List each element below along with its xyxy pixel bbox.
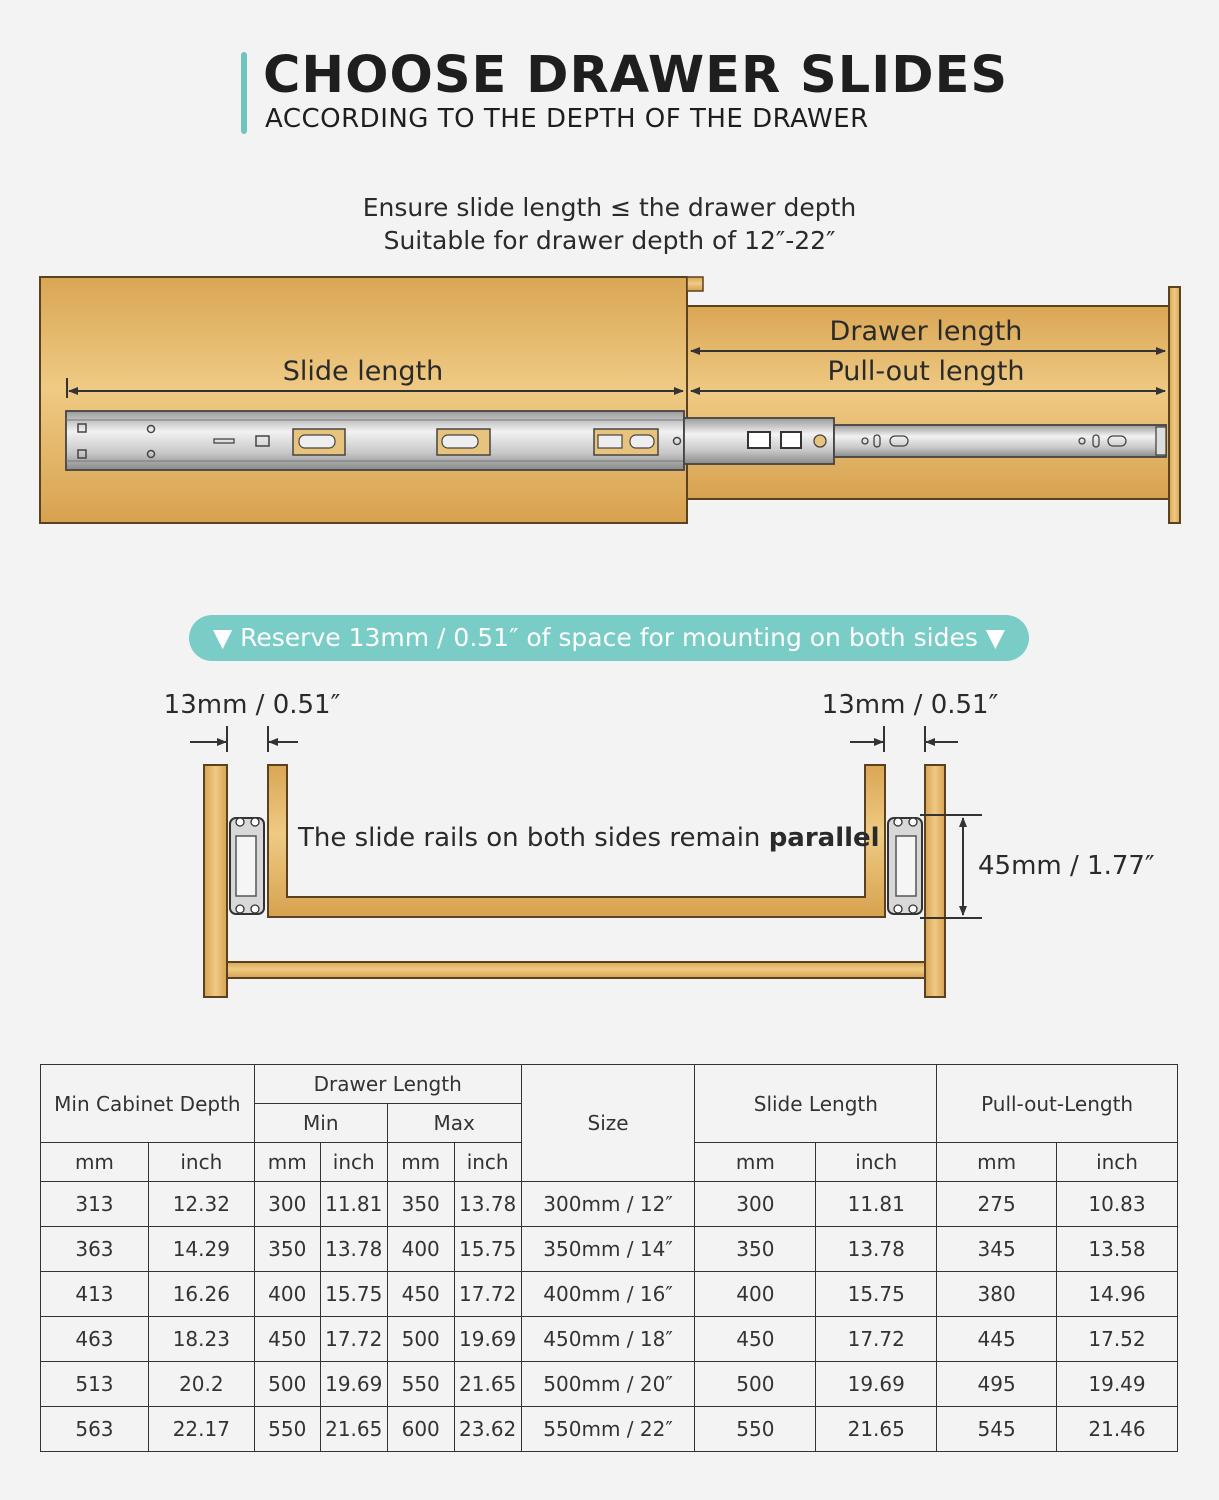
cell: 350mm / 14″ xyxy=(521,1227,695,1272)
height-label: 45mm / 1.77″ xyxy=(978,851,1155,881)
page-subtitle: ACCORDING TO THE DEPTH OF THE DRAWER xyxy=(265,104,869,134)
pullout-length-label: Pull-out length xyxy=(827,356,1025,387)
drawer-length-label: Drawer length xyxy=(829,316,1023,347)
parallel-note-bold: parallel xyxy=(768,823,880,853)
right-slide-rail-section xyxy=(888,818,922,914)
cell: 500 xyxy=(695,1362,816,1407)
cell: 550mm / 22″ xyxy=(521,1407,695,1452)
unit-mm: mm xyxy=(254,1143,320,1182)
cell: 513 xyxy=(41,1362,149,1407)
cell: 313 xyxy=(41,1182,149,1227)
cell: 13.78 xyxy=(320,1227,387,1272)
unit-mm: mm xyxy=(41,1143,149,1182)
cell: 15.75 xyxy=(454,1227,521,1272)
cell: 563 xyxy=(41,1407,149,1452)
cell: 350 xyxy=(254,1227,320,1272)
cell: 19.69 xyxy=(816,1362,937,1407)
cell: 21.65 xyxy=(816,1407,937,1452)
cabinet-left-wall xyxy=(204,765,227,997)
table-row xyxy=(41,1227,1178,1272)
cell: 20.2 xyxy=(148,1362,254,1407)
cell: 21.65 xyxy=(320,1407,387,1452)
cell: 445 xyxy=(937,1317,1057,1362)
cell: 545 xyxy=(937,1407,1057,1452)
cell: 350 xyxy=(695,1227,816,1272)
drawer-depth-range-note: Suitable for drawer depth of 12″-22″ xyxy=(383,226,836,255)
cell: 400 xyxy=(695,1272,816,1317)
unit-inch: inch xyxy=(454,1143,521,1182)
cell: 300mm / 12″ xyxy=(521,1182,695,1227)
cell: 550 xyxy=(254,1407,320,1452)
cell: 19.69 xyxy=(454,1317,521,1362)
right-gap-label: 13mm / 0.51″ xyxy=(821,690,999,720)
left-gap-label: 13mm / 0.51″ xyxy=(163,690,341,720)
header-min-cabinet-depth: Min Cabinet Depth xyxy=(41,1065,255,1143)
cell: 450 xyxy=(254,1317,320,1362)
inner-slide-rail xyxy=(834,425,1166,457)
cell: 19.49 xyxy=(1057,1362,1178,1407)
cell: 15.75 xyxy=(320,1272,387,1317)
cell: 450mm / 18″ xyxy=(521,1317,695,1362)
page-title: CHOOSE DRAWER SLIDES xyxy=(263,46,1009,105)
cell: 400mm / 16″ xyxy=(521,1272,695,1317)
drawer-front xyxy=(1169,287,1180,523)
cell: 350 xyxy=(387,1182,454,1227)
unit-mm: mm xyxy=(387,1143,454,1182)
cell: 14.29 xyxy=(148,1227,254,1272)
header-pullout-length: Pull-out-Length xyxy=(937,1065,1178,1143)
cell: 300 xyxy=(695,1182,816,1227)
cell: 17.72 xyxy=(816,1317,937,1362)
parallel-note xyxy=(297,823,880,853)
cell: 11.81 xyxy=(816,1182,937,1227)
header-drawer-min: Min xyxy=(254,1104,387,1143)
cell: 300 xyxy=(254,1182,320,1227)
header-size: Size xyxy=(521,1065,695,1182)
cell: 17.72 xyxy=(454,1272,521,1317)
cell: 23.62 xyxy=(454,1407,521,1452)
parallel-note-text: The slide rails on both sides remain xyxy=(298,823,769,853)
cell: 13.78 xyxy=(816,1227,937,1272)
cell: 18.23 xyxy=(148,1317,254,1362)
cell: 10.83 xyxy=(1057,1182,1178,1227)
cell: 16.26 xyxy=(148,1272,254,1317)
cell: 19.69 xyxy=(320,1362,387,1407)
cell: 400 xyxy=(254,1272,320,1317)
cell: 14.96 xyxy=(1057,1272,1178,1317)
cell: 550 xyxy=(387,1362,454,1407)
cell: 600 xyxy=(387,1407,454,1452)
cell: 500 xyxy=(254,1362,320,1407)
cell: 363 xyxy=(41,1227,149,1272)
size-spec-table xyxy=(40,1064,1178,1452)
slide-depth-note: Ensure slide length ≤ the drawer depth xyxy=(362,193,857,222)
cabinet-right-wall xyxy=(925,765,945,997)
cell: 22.17 xyxy=(148,1407,254,1452)
cell: 450 xyxy=(387,1272,454,1317)
unit-mm: mm xyxy=(937,1143,1057,1182)
unit-mm: mm xyxy=(695,1143,816,1182)
cabinet-body xyxy=(40,277,687,523)
left-slide-rail-section xyxy=(230,818,264,914)
cell: 15.75 xyxy=(816,1272,937,1317)
table-row xyxy=(41,1317,1178,1362)
cell: 380 xyxy=(937,1272,1057,1317)
middle-slide-rail xyxy=(684,418,834,464)
cell: 13.78 xyxy=(454,1182,521,1227)
unit-inch: inch xyxy=(320,1143,387,1182)
cell: 495 xyxy=(937,1362,1057,1407)
unit-inch: inch xyxy=(816,1143,937,1182)
table-row xyxy=(41,1407,1178,1452)
header-drawer-max: Max xyxy=(387,1104,521,1143)
cell: 21.65 xyxy=(454,1362,521,1407)
cell: 13.58 xyxy=(1057,1227,1178,1272)
outer-slide-rail xyxy=(66,411,684,470)
table-row xyxy=(41,1362,1178,1407)
cell: 450 xyxy=(695,1317,816,1362)
header-slide-length: Slide Length xyxy=(695,1065,937,1143)
cell: 21.46 xyxy=(1057,1407,1178,1452)
cell: 345 xyxy=(937,1227,1057,1272)
table-row xyxy=(41,1182,1178,1227)
size-spec-body xyxy=(41,1182,1178,1452)
cell: 500 xyxy=(387,1317,454,1362)
cabinet-lip xyxy=(687,277,703,291)
cell: 550 xyxy=(695,1407,816,1452)
cell: 17.72 xyxy=(320,1317,387,1362)
cell: 11.81 xyxy=(320,1182,387,1227)
cell: 413 xyxy=(41,1272,149,1317)
unit-inch: inch xyxy=(148,1143,254,1182)
cell: 12.32 xyxy=(148,1182,254,1227)
table-row xyxy=(41,1272,1178,1317)
slide-length-label: Slide length xyxy=(282,356,444,387)
cell: 463 xyxy=(41,1317,149,1362)
cabinet-base xyxy=(227,962,925,978)
unit-inch: inch xyxy=(1057,1143,1178,1182)
mounting-space-banner: ▼ Reserve 13mm / 0.51″ of space for mounting on both sides ▼ xyxy=(189,615,1029,661)
cell: 500mm / 20″ xyxy=(521,1362,695,1407)
cell: 400 xyxy=(387,1227,454,1272)
header-drawer-length: Drawer Length xyxy=(254,1065,521,1104)
cell: 275 xyxy=(937,1182,1057,1227)
cell: 17.52 xyxy=(1057,1317,1178,1362)
